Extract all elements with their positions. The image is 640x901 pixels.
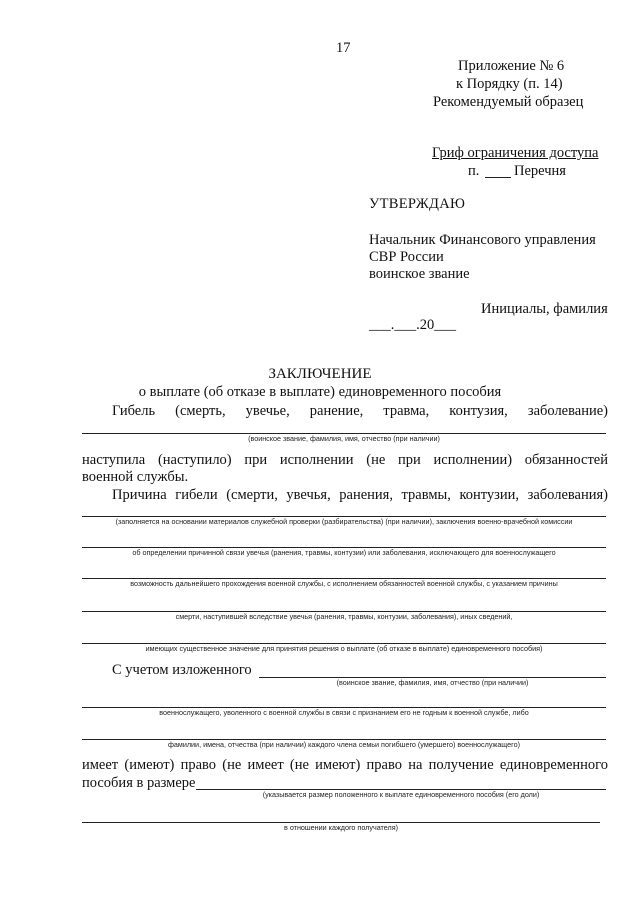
hint-cause-1: (заполняется на основании материалов служебной проверки (разбирательства) (при наличии), заключения военно-врачебной комиссии bbox=[115, 517, 573, 526]
duty-status-line: наступила (наступило) при исполнении (не при исполнении) обязанностей bbox=[82, 452, 608, 468]
hint-amount: (указывается размер положенного к выплате единовременного пособия (его доли) bbox=[262, 790, 540, 799]
duty-status-line-end: военной службы. bbox=[82, 469, 189, 485]
benefit-amount-label: пособия в размере bbox=[82, 775, 196, 791]
approver-position-line2: СВР России bbox=[369, 249, 444, 265]
hint-amount-2: в отношении каждого получателя) bbox=[284, 823, 398, 832]
approve-heading: УТВЕРЖДАЮ bbox=[369, 196, 466, 212]
appendix-sample-note: Рекомендуемый образец bbox=[433, 94, 584, 110]
hint-cause-4: смерти, наступившей вследствие увечья (ранения, травмы, контузии, заболевания), иных сведений, bbox=[175, 612, 513, 621]
document-title: ЗАКЛЮЧЕНИЕ bbox=[268, 366, 372, 382]
list-reference: Перечня bbox=[514, 163, 566, 179]
entitlement-line: имеет (имеют) право (не имеет (не имеют) право на получение единовременного bbox=[82, 757, 608, 773]
death-circumstance-line: Гибель (смерть, увечье, ранение, травма, контузия, заболевание) bbox=[112, 403, 608, 419]
hint-recipient-2: военнослужащего, уволенного с военной службы в связи с признанием его не годным к военной службе, либо bbox=[159, 708, 529, 717]
hint-cause-2: об определении причинной связи увечья (ранения, травмы, контузии) или заболевания, исключающего для военнослужащего bbox=[132, 548, 556, 557]
page-number: 17 bbox=[336, 40, 351, 56]
list-item-number-blank bbox=[485, 177, 511, 178]
hint-cause-5: имеющих существенное значение для принятия решения о выплате (об отказе в выплате) единовременного пособия) bbox=[145, 644, 543, 653]
hint-recipient-name: (воинское звание, фамилия, имя, отчество (при наличии) bbox=[336, 678, 529, 687]
appendix-reference: к Порядку (п. 14) bbox=[456, 76, 563, 92]
access-restriction-stamp: Гриф ограничения доступа bbox=[432, 145, 599, 161]
hint-recipient-3: фамилии, имена, отчества (при наличии) каждого члена семьи погибшего (умершего) военнослужащего) bbox=[167, 740, 520, 749]
hint-cause-3: возможность дальнейшего прохождения военной службы, с исполнением обязанностей военной службы, с указанием причины bbox=[130, 579, 558, 588]
approval-date: ___.___.20___ bbox=[369, 317, 456, 333]
approver-position-line1: Начальник Финансового управления bbox=[369, 232, 596, 248]
cause-of-death-line: Причина гибели (смерти, увечья, ранения, травмы, контузии, заболевания) bbox=[112, 487, 608, 503]
appendix-number: Приложение № 6 bbox=[458, 58, 565, 74]
hint-servicemember-name: (воинское звание, фамилия, имя, отчество (при наличии) bbox=[248, 434, 440, 443]
approver-signature-name: Инициалы, фамилия bbox=[481, 301, 608, 317]
list-item-prefix: п. bbox=[468, 163, 480, 179]
approver-rank: воинское звание bbox=[369, 266, 470, 282]
document-subtitle: о выплате (об отказе в выплате) единовременного пособия bbox=[138, 384, 502, 400]
decision-intro: С учетом изложенного bbox=[112, 662, 252, 678]
